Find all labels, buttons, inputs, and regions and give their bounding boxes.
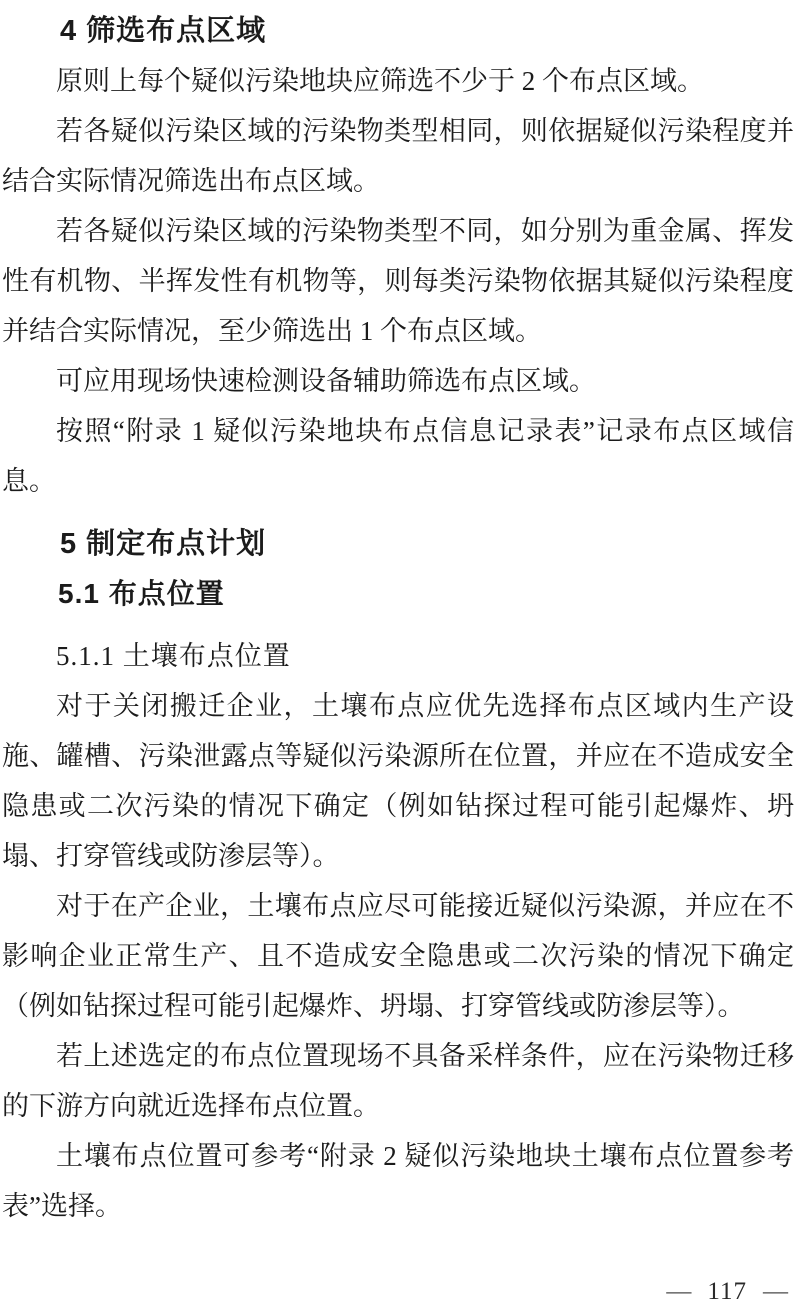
para-appendix2-reference: 土壤布点位置可参考“附录 2 疑似污染地块土壤布点位置参考表”选择。 <box>2 1141 794 1221</box>
page-footer <box>666 1279 788 1304</box>
para-different-pollutant-type: 若各疑似污染区域的污染物类型不同，如分别为重金属、挥发性有机物、半挥发性有机物等，则每类污染物依据其疑似污染程度并结合实际情况，至少筛选出 1 个布点区域。 <box>2 216 794 346</box>
para-appendix1-record: 按照“附录 1 疑似污染地块布点信息记录表”记录布点区域信息。 <box>2 416 794 496</box>
para-min-two-areas: 原则上每个疑似污染地块应筛选不少于 2 个布点区域。 <box>56 66 704 96</box>
footer-dash-right: — <box>763 1278 788 1305</box>
para-closed-relocated-enterprise: 对于关闭搬迁企业，土壤布点应优先选择布点区域内生产设施、罐槽、污染泄露点等疑似污染源所在位置，并应在不造成安全隐患或二次污染的情况下确定（例如钻探过程可能引起爆炸、坍塌、打穿管线或防渗层等）。 <box>2 691 794 871</box>
para-no-sampling-conditions: 若上述选定的布点位置现场不具备采样条件，应在污染物迁移的下游方向就近选择布点位置。 <box>2 1041 794 1121</box>
para-operating-enterprise: 对于在产企业，土壤布点应尽可能接近疑似污染源，并应在不影响企业正常生产、且不造成安全隐患或二次污染的情况下确定（例如钻探过程可能引起爆炸、坍塌、打穿管线或防渗层等）。 <box>2 891 794 1021</box>
para-rapid-detection-equipment: 可应用现场快速检测设备辅助筛选布点区域。 <box>56 366 596 396</box>
footer-dash-left: — <box>666 1278 692 1305</box>
heading-5-1-1-soil-point-position: 5.1.1 土壤布点位置 <box>56 641 291 671</box>
heading-5-1-point-position: 5.1 布点位置 <box>58 578 225 609</box>
heading-section-4-screen-point-areas: 4 筛选布点区域 <box>60 15 267 47</box>
heading-section-5-plan: 5 制定布点计划 <box>60 528 267 560</box>
para-same-pollutant-type: 若各疑似污染区域的污染物类型相同，则依据疑似污染程度并结合实际情况筛选出布点区域。 <box>2 116 794 196</box>
page-number: 117 <box>707 1278 747 1305</box>
